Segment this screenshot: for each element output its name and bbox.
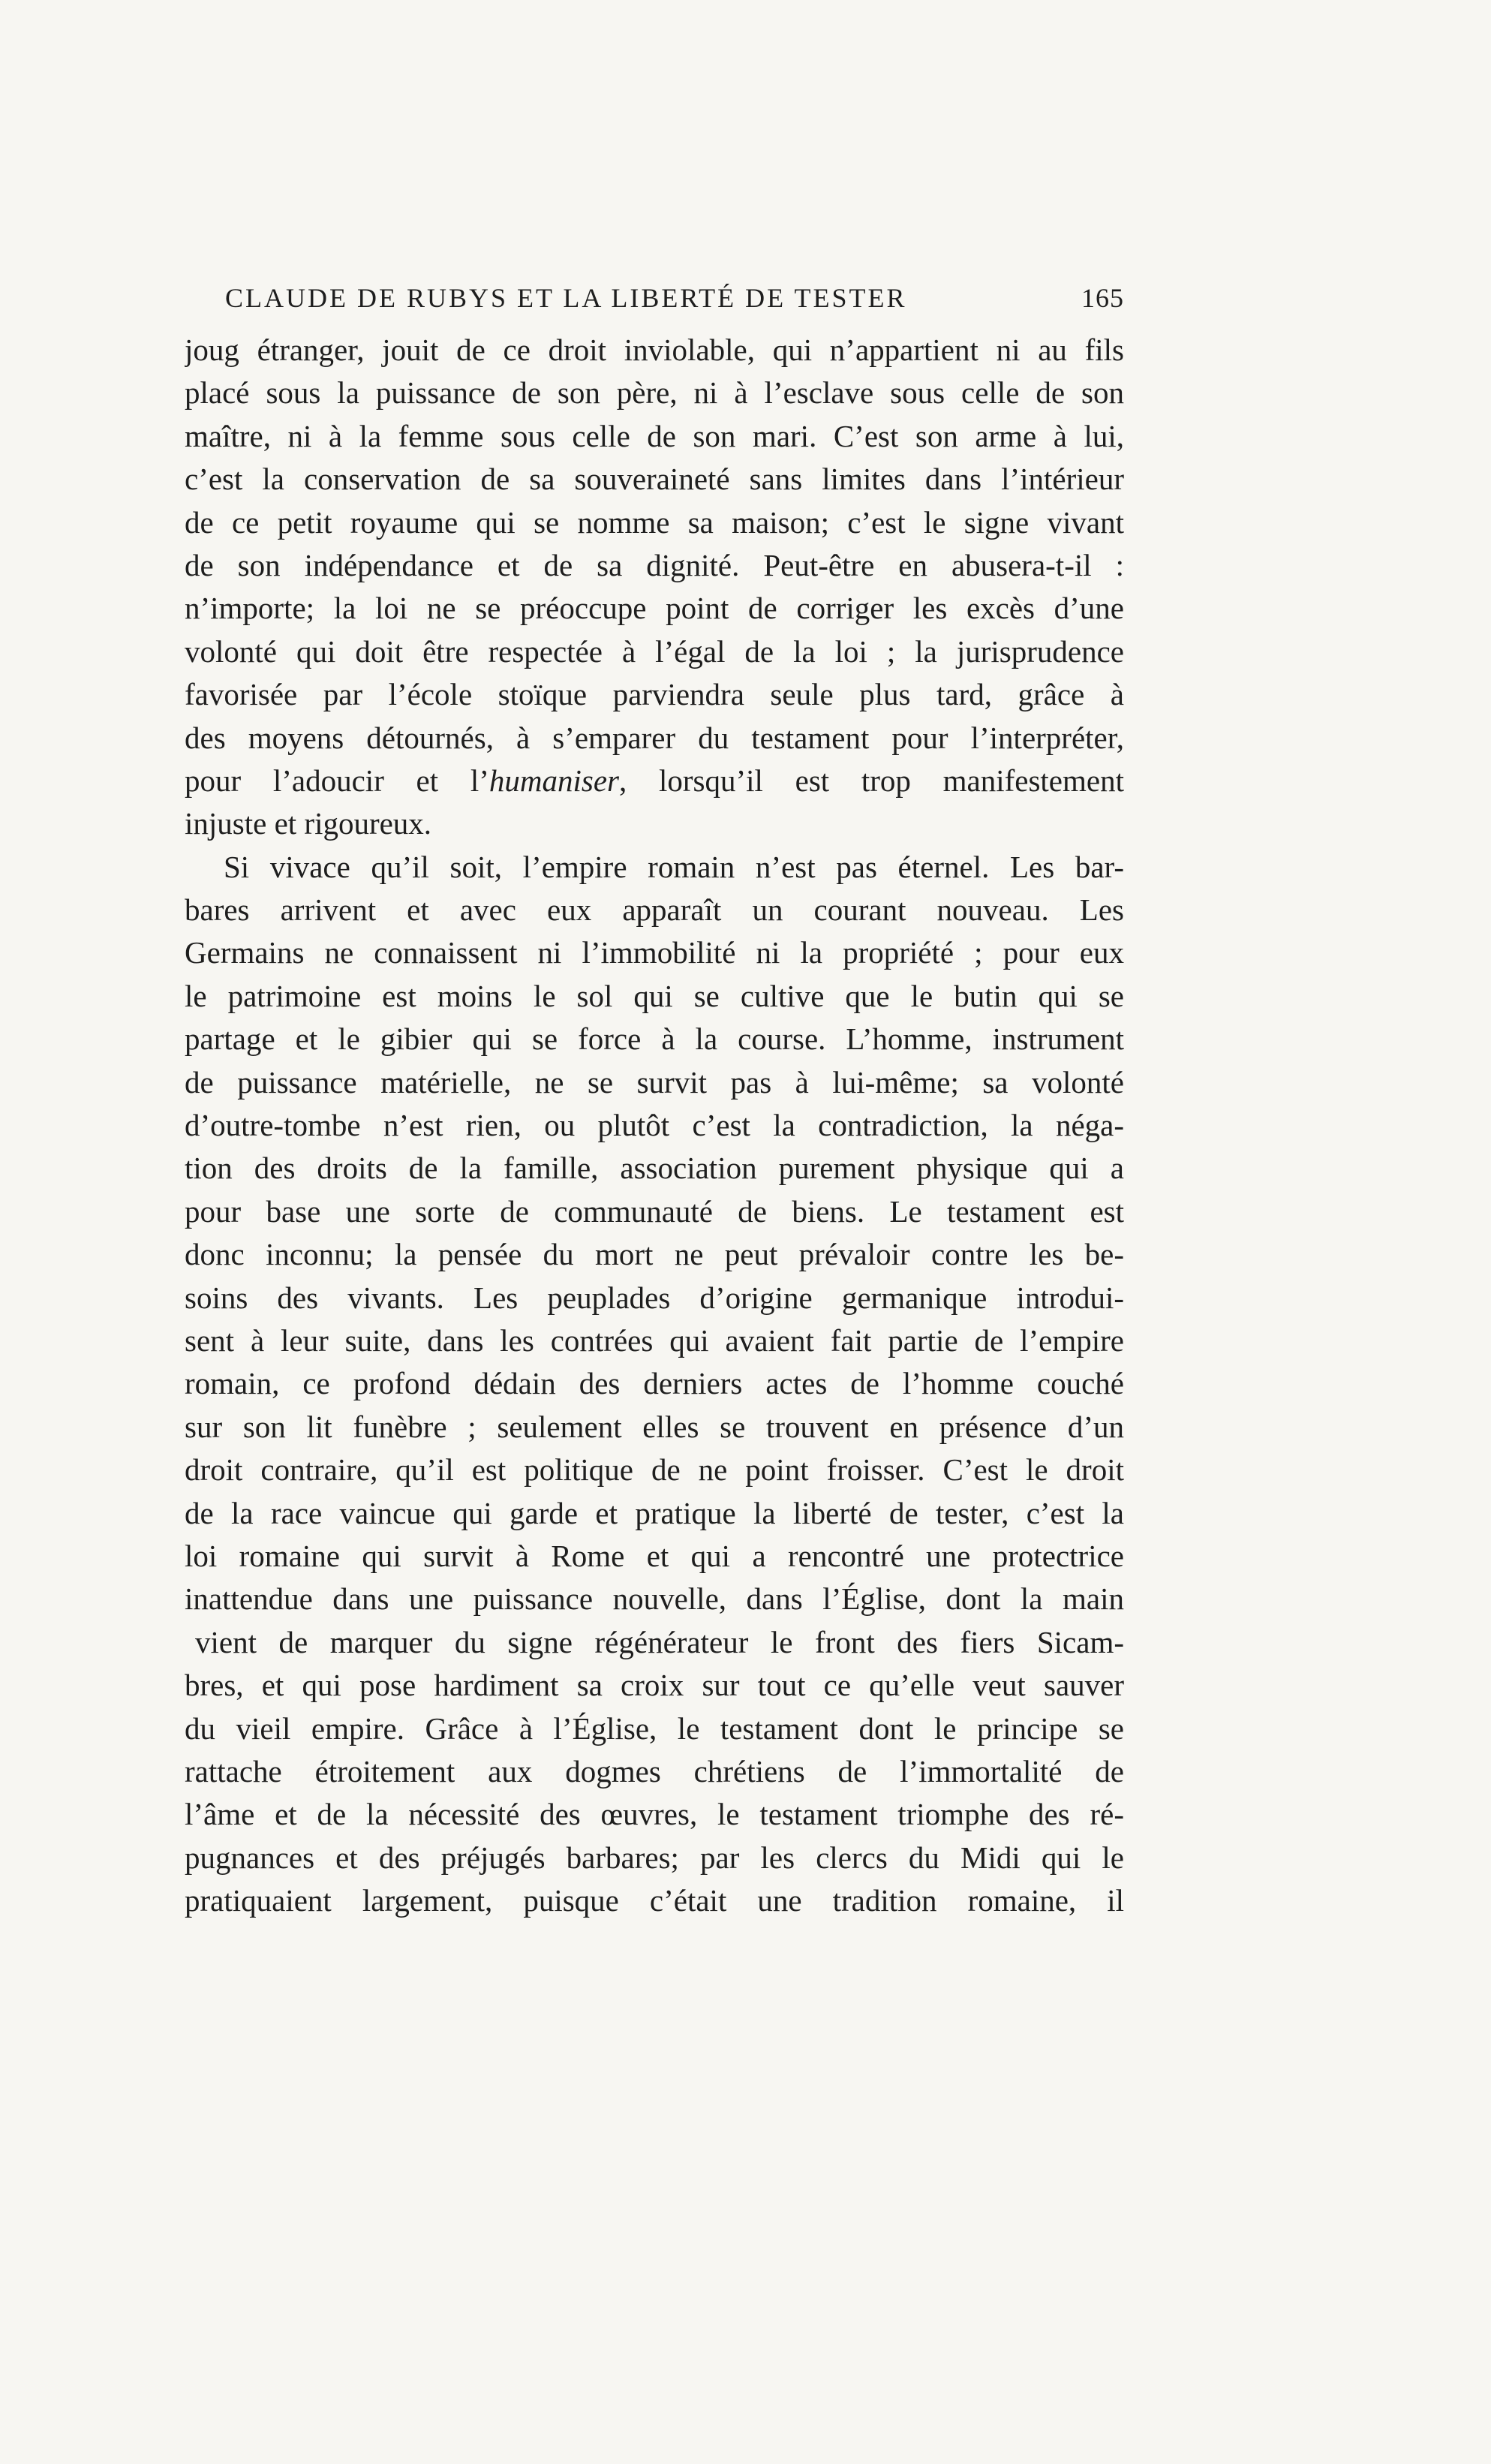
text-line: n’importe; la loi ne se préoccupe point de corriger les excès d’une (185, 591, 1124, 626)
text-line: maître, ni à la femme sous celle de son mari. C’est son arme à lui, (185, 418, 1124, 453)
body-text (185, 329, 1124, 1922)
text-line-with-italic (185, 760, 1124, 802)
text-line: le patrimoine est moins le sol qui se cultive que le butin qui se (185, 978, 1124, 1013)
text-line: soins des vivants. Les peuplades d’origine germanique introdui- (185, 1280, 1124, 1315)
text-line: loi romaine qui survit à Rome et qui a rencontré une protectrice (185, 1538, 1124, 1573)
text-line: droit contraire, qu’il est politique de ne point froisser. C’est le droit (185, 1452, 1124, 1488)
text-line: de ce petit royaume qui se nomme sa maison; c’est le signe vivant (185, 504, 1124, 540)
text-line: injuste et rigoureux. (185, 806, 432, 841)
italic-word: humaniser (488, 763, 620, 798)
paragraph-1 (185, 329, 1124, 846)
text-line: de puissance matérielle, ne se survit pas à lui-même; sa volonté (185, 1064, 1124, 1100)
text-line: partage et le gibier qui se force à la course. L’homme, instrument (185, 1021, 1124, 1057)
text-line: vient de marquer du signe régénérateur le front des fiers Sicam- (195, 1624, 1124, 1659)
text-line: joug étranger, jouit de ce droit inviolable, qui n’appartient ni au fils (185, 332, 1124, 367)
text-line: placé sous la puissance de son père, ni à l’esclave sous celle de son (185, 375, 1124, 411)
text-line: de la race vaincue qui garde et pratique la liberté de tester, c’est la (185, 1495, 1124, 1530)
text-line: pugnances et des préjugés barbares; par les clercs du Midi qui le (185, 1840, 1124, 1875)
text-line: des moyens détournés, à s’emparer du testament pour l’interpréter, (185, 720, 1124, 755)
text-line: sur son lit funèbre ; seulement elles se trouvent en présence d’un (185, 1409, 1124, 1444)
text-line: pour base une sorte de communauté de biens. Le testament est (185, 1193, 1124, 1229)
text-line: bres, et qui pose hardiment sa croix sur tout ce qu’elle veut sauver (185, 1668, 1124, 1703)
text-line: Germains ne connaissent ni l’immobilité ni la propriété ; pour eux (185, 935, 1124, 970)
text-run: pour l’adoucir et l’ (185, 763, 489, 798)
text-line: pratiquaient largement, puisque c’était une tradition romaine, il (185, 1883, 1124, 1918)
text-line: favorisée par l’école stoïque parviendra seule plus tard, grâce à (185, 677, 1124, 712)
paragraph-2 (185, 846, 1124, 1923)
text-line: bares arrivent et avec eux apparaît un courant nouveau. Les (185, 892, 1124, 928)
page-number: 165 (1081, 283, 1124, 313)
running-head (225, 279, 1124, 317)
text-line: d’outre-tombe n’est rien, ou plutôt c’est la contradiction, la néga- (185, 1108, 1124, 1143)
text-line: rattache étroitement aux dogmes chrétiens de l’immortalité de (185, 1753, 1124, 1789)
text-line: romain, ce profond dédain des derniers actes de l’homme couché (185, 1366, 1124, 1401)
running-head-title: CLAUDE DE RUBYS ET LA LIBERTÉ DE TESTER (225, 283, 907, 313)
text-line: du vieil empire. Grâce à l’Église, le testament dont le principe se (185, 1710, 1124, 1746)
text-run: , lorsqu’il est trop manifestement (619, 763, 1124, 798)
text-line: Si vivace qu’il soit, l’empire romain n’est pas éternel. Les bar- (224, 849, 1124, 884)
text-line: sent à leur suite, dans les contrées qui avaient fait partie de l’empire (185, 1322, 1124, 1358)
text-line: tion des droits de la famille, association purement physique qui a (185, 1151, 1124, 1186)
text-line: l’âme et de la nécessité des œuvres, le testament triomphe des ré- (185, 1797, 1124, 1832)
text-line: c’est la conservation de sa souveraineté sans limites dans l’intérieur (185, 462, 1124, 497)
text-line: inattendue dans une puissance nouvelle, dans l’Église, dont la main (185, 1581, 1124, 1617)
text-line: donc inconnu; la pensée du mort ne peut prévaloir contre les be- (185, 1237, 1124, 1272)
text-line: volonté qui doit être respectée à l’égal de la loi ; la jurisprudence (185, 633, 1124, 669)
text-line: de son indépendance et de sa dignité. Peut-être en abusera-t-il : (185, 547, 1124, 582)
